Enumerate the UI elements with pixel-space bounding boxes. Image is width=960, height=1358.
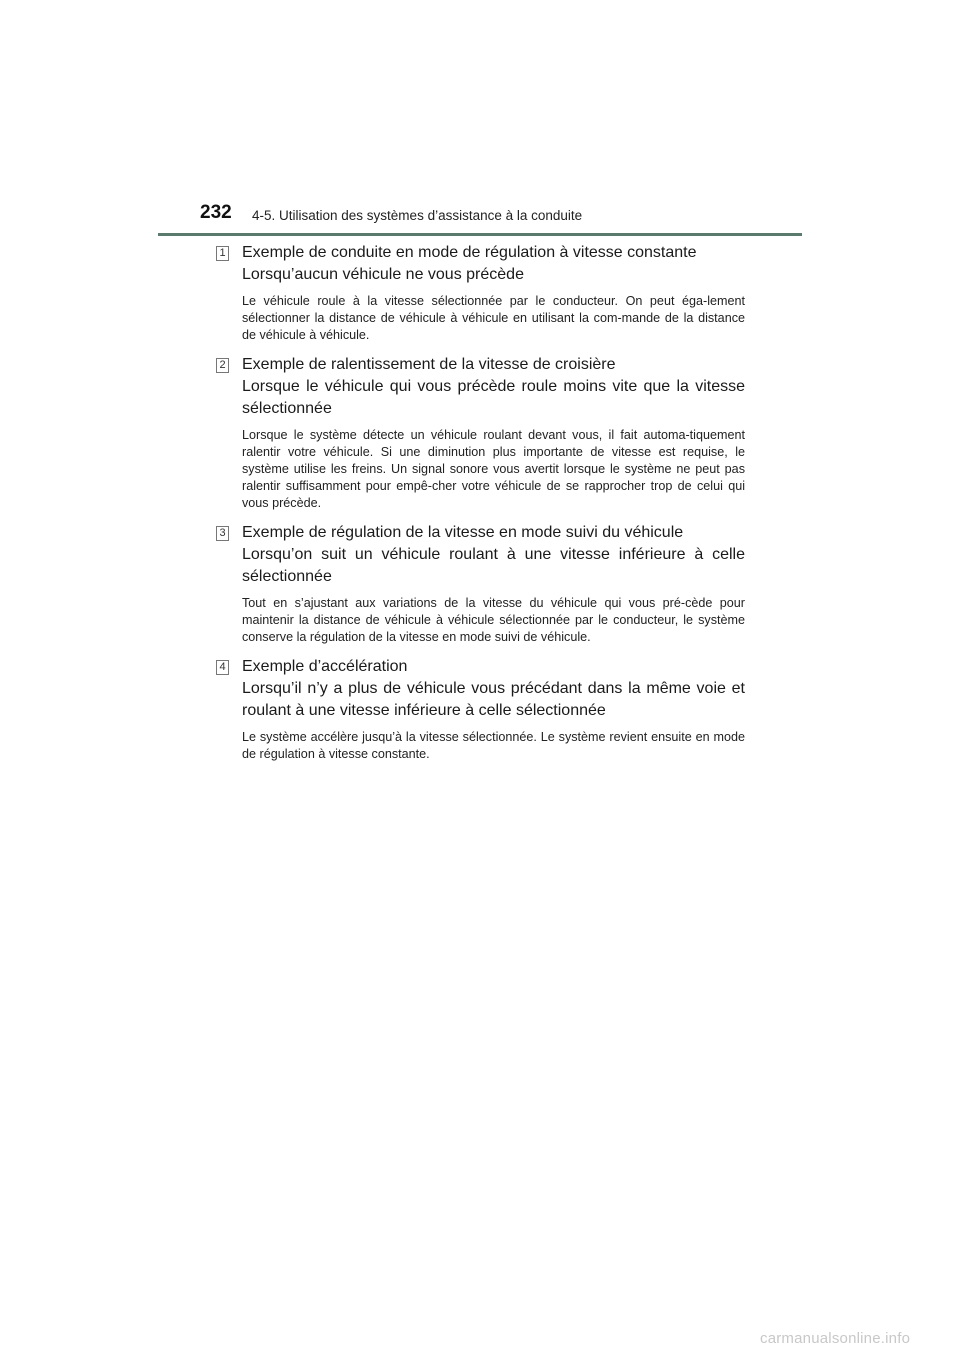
item-title: Exemple d’accélération <box>242 658 408 675</box>
section-title: 4-5. Utilisation des systèmes d’assistance à la conduite <box>252 208 583 223</box>
watermark: carmanualsonline.info <box>760 1330 911 1347</box>
item-number-badge: 3 <box>216 526 229 541</box>
item-body: Tout en s’ajustant aux variations de la vitesse du véhicule qui vous pré-cède pour maintenir la distance de véhicule à véhicule sélectionnée par le conducteur, le système conserve la régulation de la vitesse en mode suivi de véhicule. <box>242 596 745 644</box>
item-subtitle: Lorsqu’on suit un véhicule roulant à une vitesse inférieure à celle sélectionnée <box>242 546 745 585</box>
list-item-2 <box>219 354 745 512</box>
item-subtitle: Lorsqu’aucun véhicule ne vous précède <box>242 266 524 283</box>
content-body <box>219 242 745 773</box>
item-title: Exemple de régulation de la vitesse en mode suivi du véhicule <box>242 524 684 541</box>
item-title: Exemple de ralentissement de la vitesse de croisière <box>242 356 616 373</box>
item-body: Lorsque le système détecte un véhicule roulant devant vous, il fait automa-tiquement ralentir votre véhicule. Si une diminution plus importante de vitesse est requise, le système utilise les freins. Un signal sonore vous avertit lorsque le système ne peut pas ralentir suffisamment pour empê-cher votre véhicule de se rapprocher trop de celui qui vous précède. <box>242 428 745 510</box>
item-subtitle: Lorsque le véhicule qui vous précède roule moins vite que la vitesse sélectionnée <box>242 378 745 417</box>
header-rule <box>158 233 802 236</box>
item-body: Le système accélère jusqu’à la vitesse sélectionnée. Le système revient ensuite en mode de régulation à vitesse constante. <box>242 730 745 761</box>
item-number-badge: 1 <box>216 246 229 261</box>
item-subtitle: Lorsqu’il n’y a plus de véhicule vous précédant dans la même voie et roulant à une vitesse inférieure à celle sélectionnée <box>242 680 745 719</box>
list-item-3 <box>219 522 745 646</box>
item-number-badge: 2 <box>216 358 229 373</box>
item-number-badge: 4 <box>216 660 229 675</box>
list-item-1 <box>219 242 745 344</box>
item-body: Le véhicule roule à la vitesse sélectionnée par le conducteur. On peut éga-lement sélectionner la distance de véhicule à véhicule en utilisant la com-mande de la distance de véhicule à véhicule. <box>242 294 745 342</box>
page-number: 232 <box>200 202 232 223</box>
item-title: Exemple de conduite en mode de régulation à vitesse constante <box>242 244 697 261</box>
list-item-4 <box>219 656 745 763</box>
